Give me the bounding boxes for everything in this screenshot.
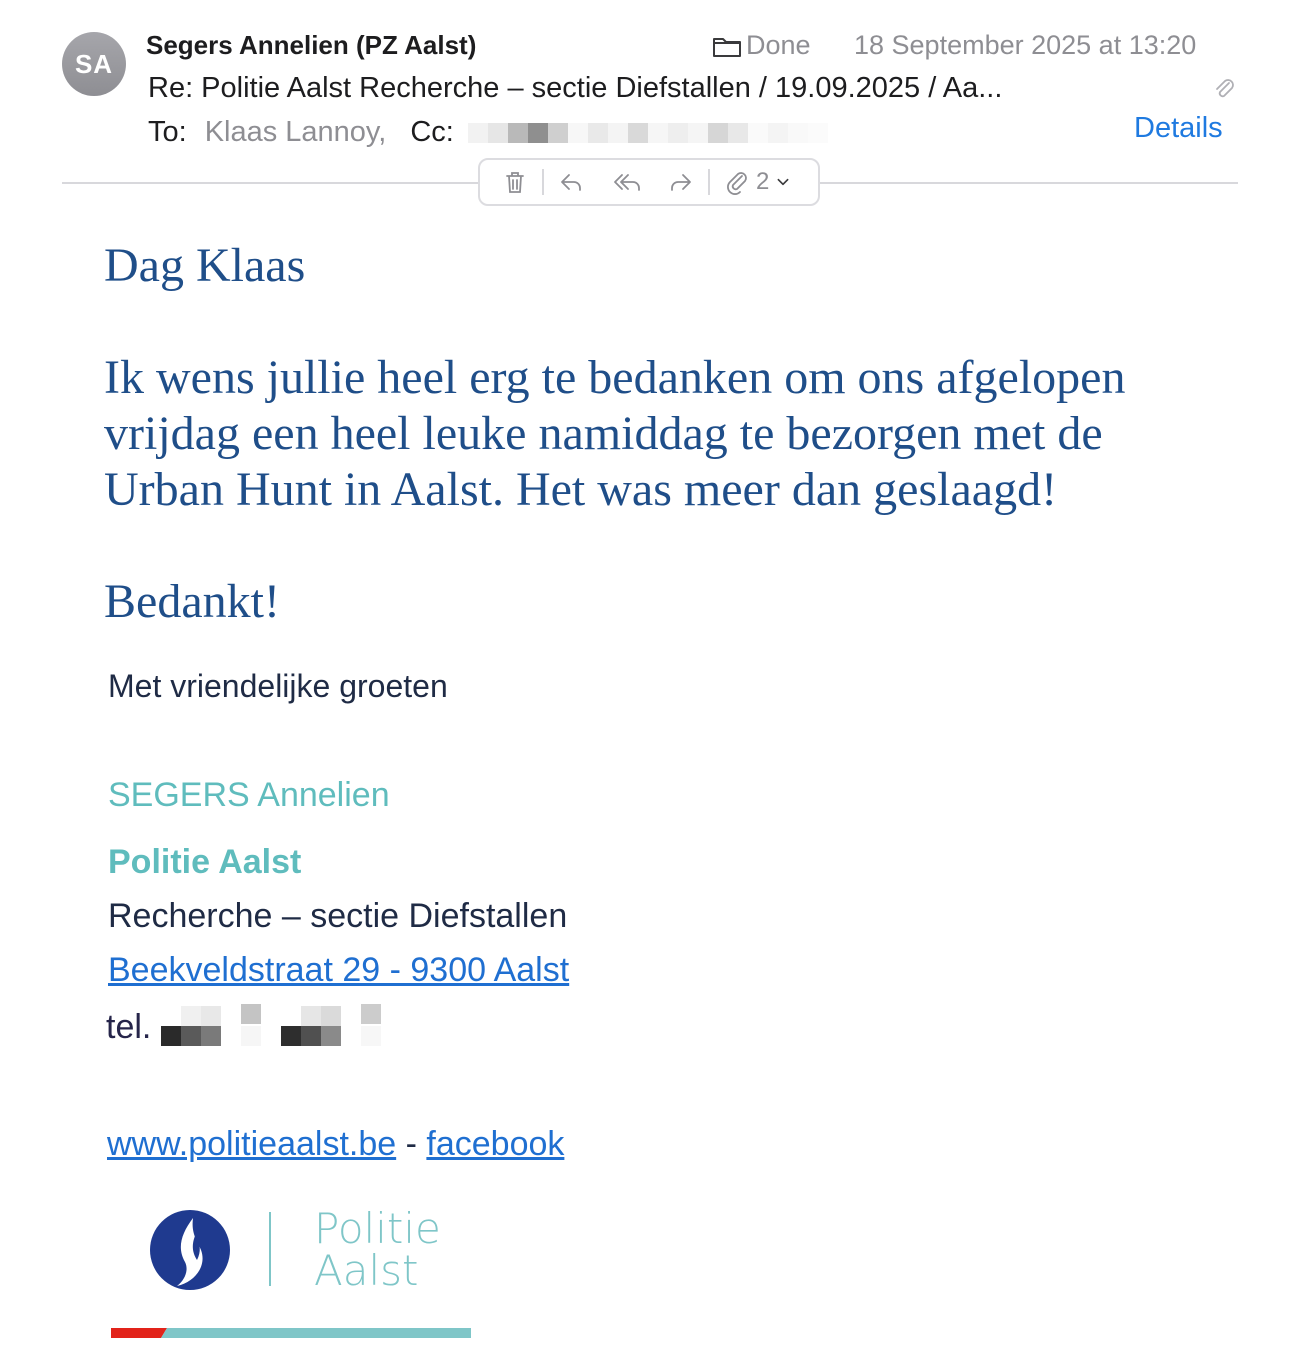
chevron-down-icon <box>773 169 793 195</box>
signature-organization: Politie Aalst <box>108 843 302 881</box>
avatar: SA <box>62 32 126 96</box>
to-recipient[interactable]: Klaas Lannoy, <box>204 116 387 148</box>
recipients-row <box>148 116 828 149</box>
to-label: To: <box>148 116 187 148</box>
signature-address-link[interactable]: Beekveldstraat 29 - 9300 Aalst <box>108 951 570 989</box>
message-toolbar <box>478 158 820 206</box>
toolbar-separator <box>708 169 710 195</box>
website-link[interactable]: www.politieaalst.be <box>107 1125 397 1163</box>
forward-icon <box>668 169 694 195</box>
signature-links <box>107 1125 564 1164</box>
links-separator: - <box>405 1125 417 1163</box>
logo-line-1: Politie <box>314 1204 441 1253</box>
facebook-link[interactable]: facebook <box>426 1125 565 1163</box>
closing-line: Met vriendelijke groeten <box>108 668 448 704</box>
trash-icon <box>502 169 528 195</box>
greeting: Dag Klaas <box>104 239 306 292</box>
reply-button[interactable] <box>558 162 584 202</box>
logo-line-2: Aalst <box>314 1246 419 1295</box>
toolbar-separator <box>542 169 544 195</box>
logo-wordmark <box>314 1204 441 1295</box>
signature-telephone <box>106 1004 391 1050</box>
mailbox-label: Done <box>746 30 811 60</box>
message-paragraph: Ik wens jullie heel erg te bedanken om ons afgelopen vrijdag een heel leuke namiddag te bezorgen met de Urban Hunt in Aalst. Het was meer dan geslaagd! <box>104 351 1126 516</box>
folder-icon <box>712 33 742 59</box>
cc-label: Cc: <box>410 116 454 148</box>
attachment-indicator-icon <box>1212 76 1236 102</box>
thanks-line: Bedankt! <box>104 575 280 628</box>
signature-department: Recherche – sectie Diefstallen <box>108 897 568 935</box>
forward-button[interactable] <box>668 162 694 202</box>
cc-redacted <box>468 121 828 145</box>
attachment-count: 2 <box>756 168 770 195</box>
tel-label: tel. <box>106 1007 152 1046</box>
paperclip-icon <box>724 169 750 195</box>
tel-redacted <box>161 1004 391 1050</box>
signature-name: SEGERS Annelien <box>108 776 390 814</box>
mailbox-indicator[interactable] <box>712 30 811 61</box>
sender-name: Segers Annelien (PZ Aalst) <box>146 30 477 60</box>
reply-icon <box>558 169 584 195</box>
delete-button[interactable] <box>502 162 528 202</box>
details-link[interactable]: Details <box>1134 112 1223 144</box>
attachments-button[interactable] <box>724 162 793 202</box>
reply-all-button[interactable] <box>612 162 644 202</box>
message-subject: Re: Politie Aalst Recherche – sectie Diefstallen / 19.09.2025 / Aa... <box>148 72 1003 104</box>
message-date: 18 September 2025 at 13:20 <box>854 30 1197 60</box>
reply-all-icon <box>612 169 644 195</box>
